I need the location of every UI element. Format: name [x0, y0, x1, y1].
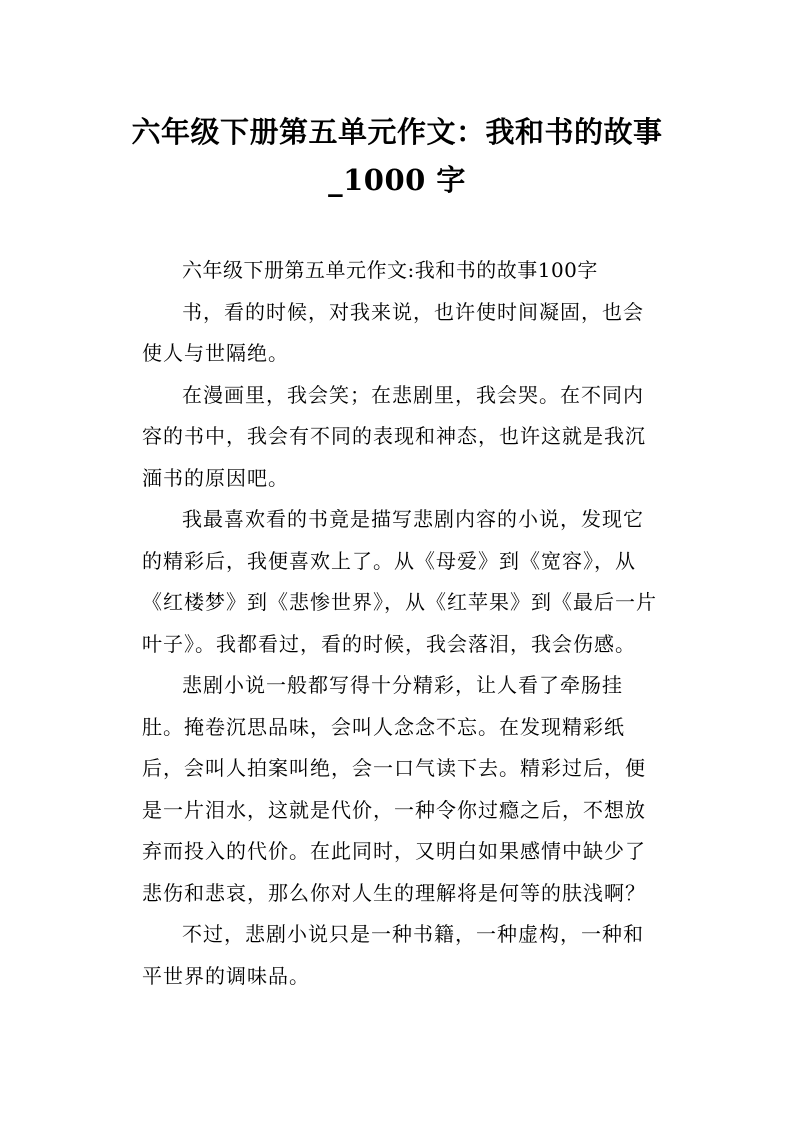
document-title: [120, 108, 674, 204]
paragraph-subtitle: 六年级下册第五单元作文:我和书的故事100字: [182, 258, 598, 282]
paragraph: 在漫画里，我会笑；在悲剧里，我会哭。在不同内容的书中，我会有不同的表现和神态，也许这就是我沉湎书的原因吧。: [142, 382, 646, 490]
paragraph: 不过，悲剧小说只是一种书籍，一种虚构，一种和平世界的调味品。: [142, 922, 644, 988]
document-body: [142, 250, 662, 997]
title-line-2: _1000 字: [328, 163, 466, 197]
paragraph: 我最喜欢看的书竟是描写悲剧内容的小说，发现它的精彩后，我便喜欢上了。从《母爱》到《宽容》，从《红楼梦》到《悲惨世界》，从《红苹果》到《最后一片叶子》。我都看过，看的时候，我会落泪，我会伤感。: [142, 507, 657, 656]
paragraph: 书，看的时候，对我来说，也许使时间凝固，也会使人与世隔绝。: [142, 299, 644, 365]
title-line-1: 六年级下册第五单元作文：我和书的故事: [131, 115, 663, 149]
paragraph: 悲剧小说一般都写得十分精彩，让人看了牵肠挂肚。掩卷沉思品味，会叫人念念不忘。在发现精彩纸后，会叫人拍案叫绝，会一口气读下去。精彩过后，便是一片泪水，这就是代价，一种令你过瘾之后，不想放弃而投入的代价。在此同时，又明白如果感情中缺少了悲伤和悲哀，那么你对人生的理解将是何等的肤浅啊？: [142, 673, 646, 905]
